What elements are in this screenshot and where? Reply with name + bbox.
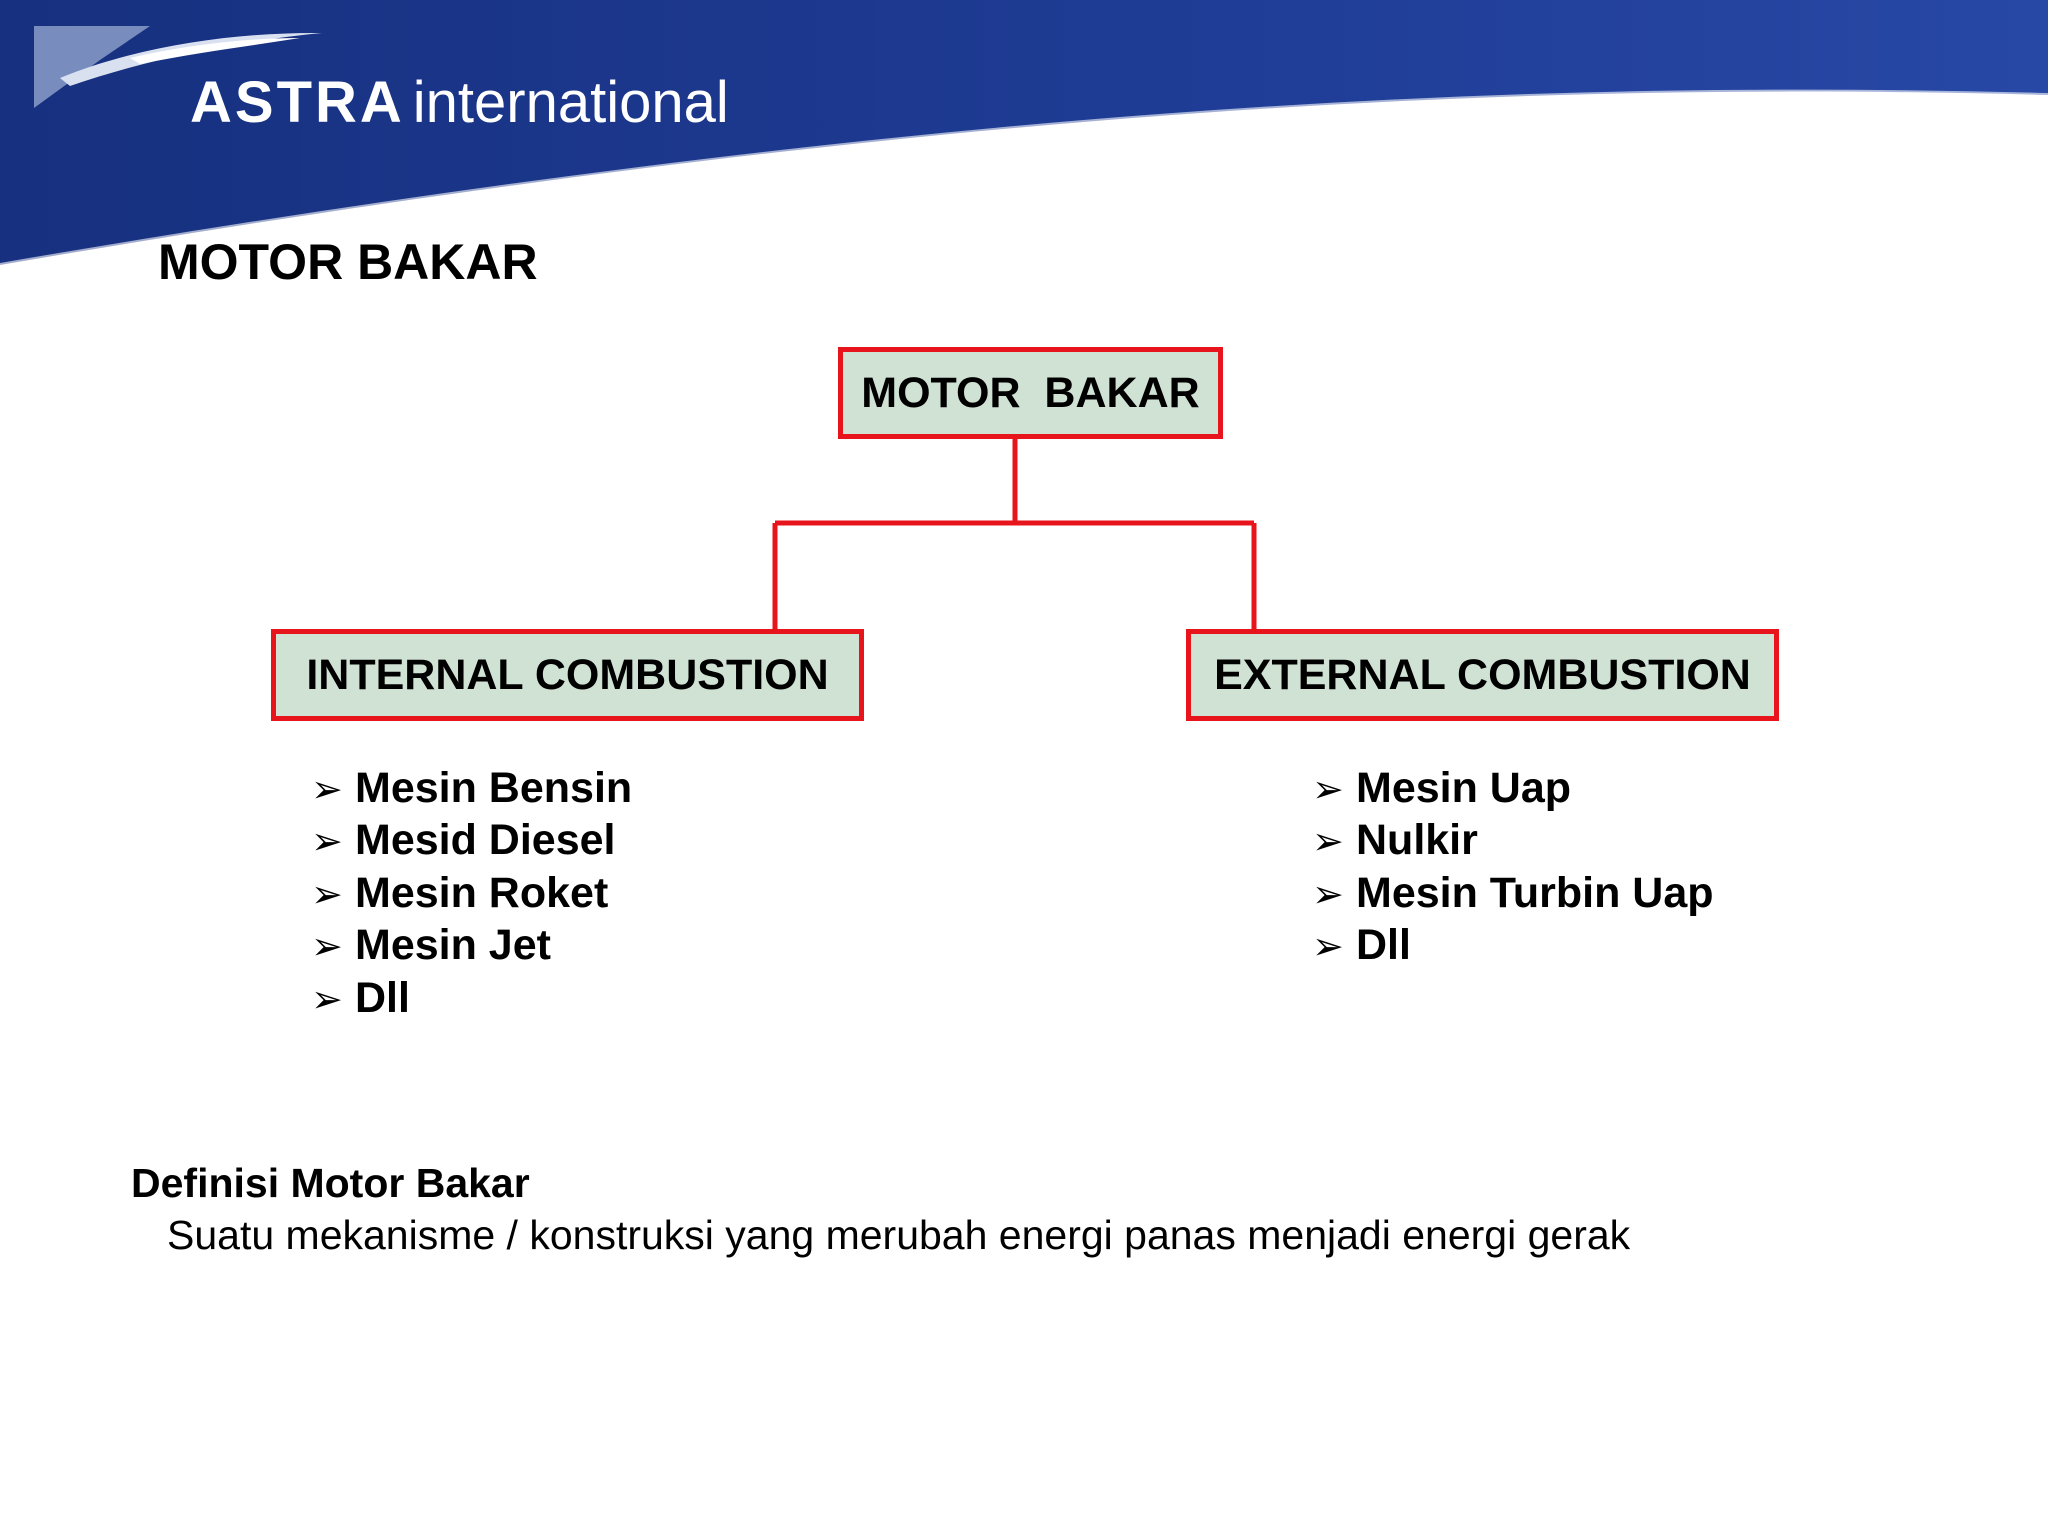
list-item <box>311 762 632 814</box>
diagram-external-combustion-node <box>1186 629 1779 721</box>
arrow-bullet-icon: ➢ <box>311 926 343 969</box>
list-item-label: Mesin Jet <box>355 921 551 970</box>
list-item <box>1312 762 1714 814</box>
list-item-label: Mesin Turbin Uap <box>1356 868 1714 917</box>
arrow-bullet-icon: ➢ <box>1312 821 1344 864</box>
internal-combustion-label: INTERNAL COMBUSTION <box>306 650 829 699</box>
arrow-bullet-icon: ➢ <box>311 978 343 1021</box>
list-item <box>311 867 632 919</box>
arrow-bullet-icon: ➢ <box>311 769 343 811</box>
arrow-bullet-icon: ➢ <box>1312 873 1344 916</box>
arrow-bullet-icon: ➢ <box>311 873 343 916</box>
list-item-label: Dll <box>355 973 410 1022</box>
list-item-label: Mesin Roket <box>355 868 609 917</box>
diagram-root-label: MOTOR BAKAR <box>861 368 1200 417</box>
diagram-root-node <box>838 347 1223 439</box>
list-item-label: Dll <box>1356 921 1411 970</box>
arrow-bullet-icon: ➢ <box>1312 926 1344 969</box>
external-combustion-list <box>1312 762 1714 972</box>
arrow-bullet-icon: ➢ <box>311 821 343 864</box>
diagram-internal-combustion-node <box>271 629 864 721</box>
list-item <box>1312 919 1714 971</box>
list-item <box>1312 814 1714 866</box>
definition-text: Suatu mekanisme / konstruksi yang merubah energi panas menjadi energi gerak <box>167 1212 1631 1258</box>
external-combustion-label: EXTERNAL COMBUSTION <box>1214 650 1751 699</box>
list-item <box>311 919 632 971</box>
list-item-label: Mesid Diesel <box>355 816 616 865</box>
arrow-bullet-icon: ➢ <box>1312 769 1344 811</box>
page-title: MOTOR BAKAR <box>158 234 538 290</box>
definition-heading: Definisi Motor Bakar <box>131 1160 530 1206</box>
list-item-label: Nulkir <box>1356 816 1478 865</box>
internal-combustion-list <box>311 762 632 1024</box>
logo-brand-text: ASTRA <box>190 70 405 135</box>
list-item-label: Mesin Bensin <box>355 764 633 812</box>
logo-sub-text: international <box>412 70 729 135</box>
list-item <box>311 814 632 866</box>
list-item <box>1312 867 1714 919</box>
list-item <box>311 972 632 1024</box>
list-item-label: Mesin Uap <box>1356 764 1572 812</box>
